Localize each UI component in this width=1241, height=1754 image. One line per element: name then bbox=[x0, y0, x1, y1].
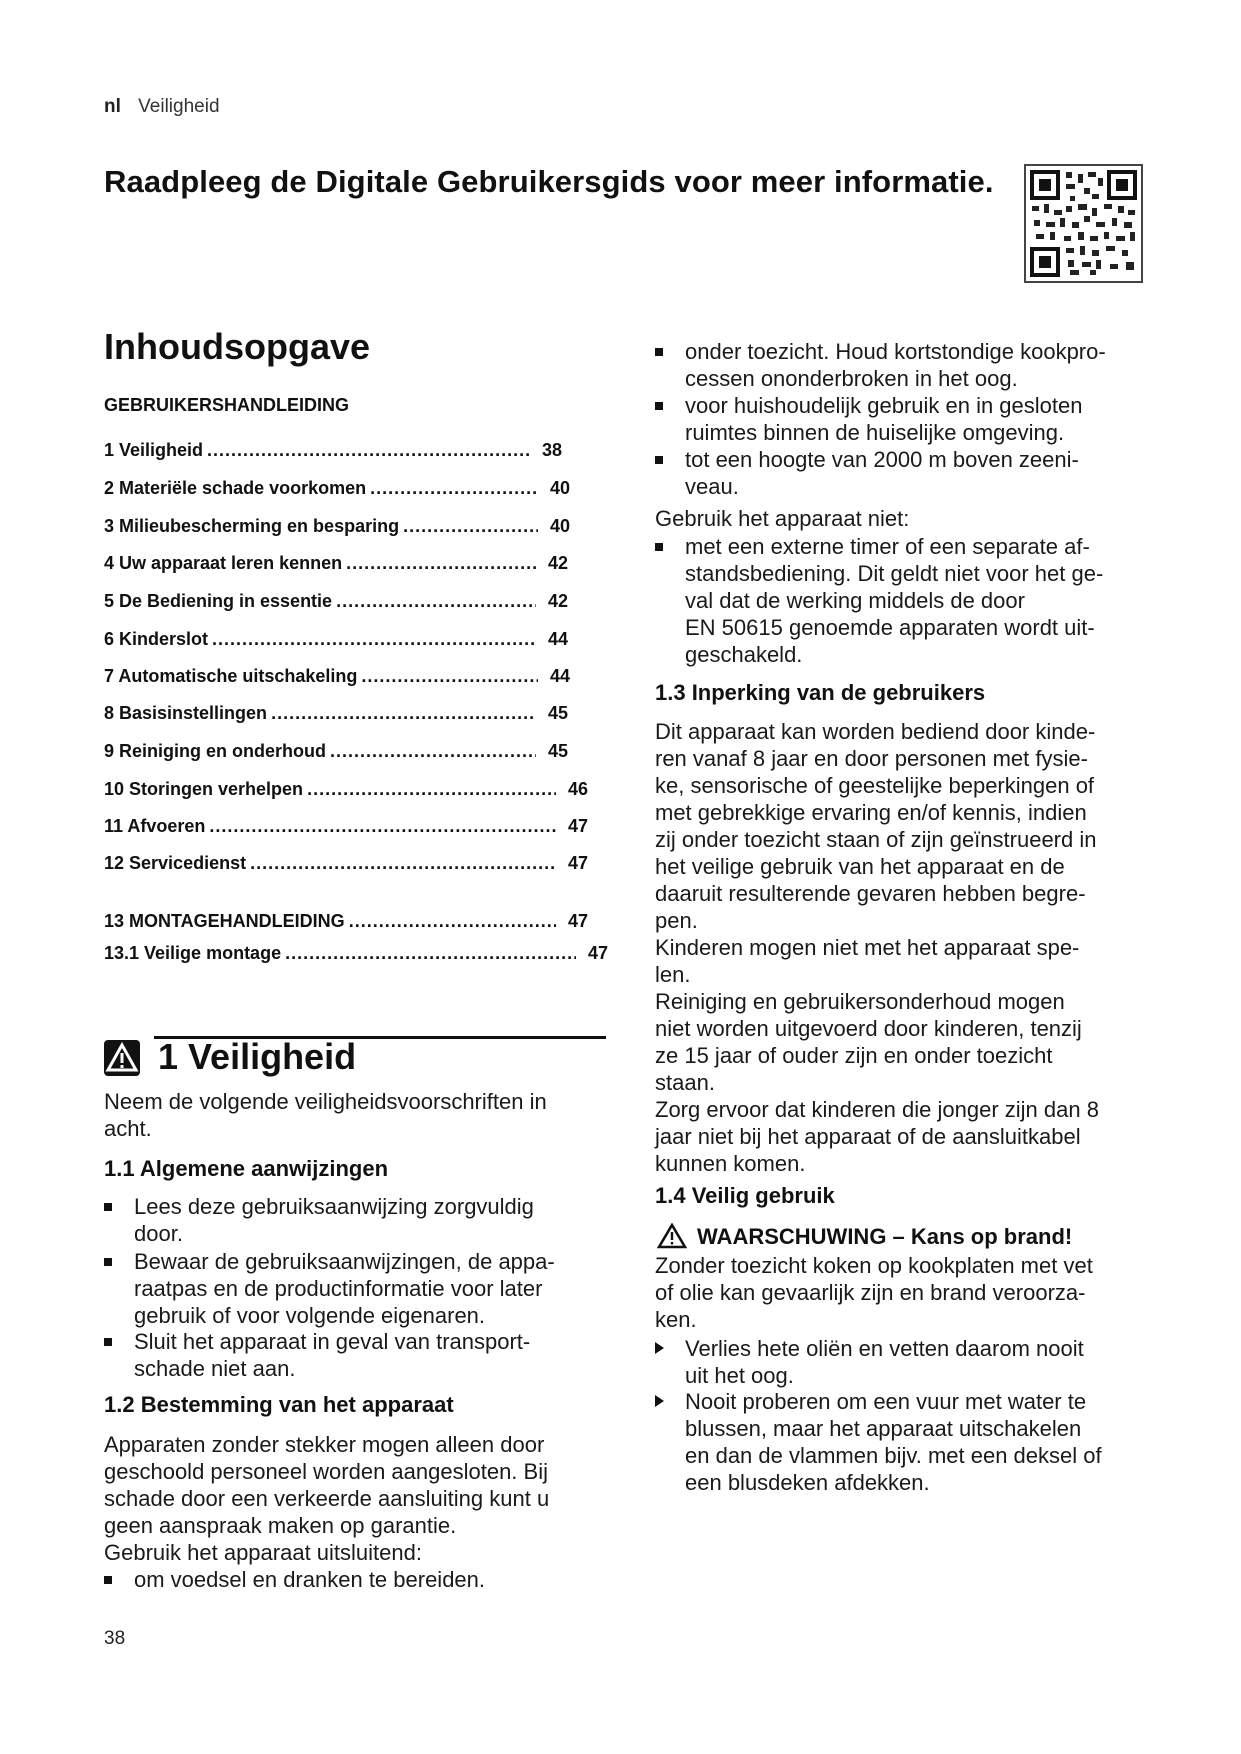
step-item-text bbox=[685, 1335, 1084, 1389]
text-line: veau. bbox=[685, 474, 739, 499]
paragraph bbox=[655, 718, 1099, 1177]
toc-leader bbox=[346, 553, 536, 574]
toc-leader bbox=[209, 816, 556, 837]
step-item-text bbox=[685, 1388, 1102, 1496]
text-line: met gebrekkige ervaring en/of kennis, indien bbox=[655, 800, 1087, 825]
page-number: 38 bbox=[104, 1628, 126, 1649]
paragraph bbox=[104, 1431, 549, 1566]
list-item-text bbox=[134, 1566, 485, 1593]
text-line: voor huishoudelijk gebruik en in gesloten bbox=[685, 393, 1083, 418]
list-item-text bbox=[134, 1193, 534, 1247]
text-line: niet worden uitgevoerd door kinderen, tenzij bbox=[655, 1016, 1082, 1041]
text-line: ren vanaf 8 jaar en door personen met fysie- bbox=[655, 746, 1088, 771]
toc-entry-page: 38 bbox=[541, 440, 562, 460]
toc-entry[interactable] bbox=[104, 440, 562, 461]
paragraph: Gebruik het apparaat niet: bbox=[655, 506, 910, 531]
toc-entry-page: 40 bbox=[549, 516, 570, 536]
toc-entry[interactable] bbox=[104, 816, 588, 837]
toc-entry-label: 6 Kinderslot bbox=[104, 629, 209, 649]
toc-entry-label: 10 Storingen verhelpen bbox=[104, 779, 304, 799]
toc-entry[interactable] bbox=[104, 516, 570, 537]
toc-entry[interactable] bbox=[104, 911, 588, 932]
toc-entry-label: 4 Uw apparaat leren kennen bbox=[104, 553, 343, 573]
text-line: een blusdeken afdekken. bbox=[685, 1470, 930, 1495]
text-line: kunnen komen. bbox=[655, 1151, 806, 1176]
text-line: Reiniging en gebruikersonderhoud mogen bbox=[655, 989, 1065, 1014]
toc-entry-page: 45 bbox=[547, 703, 568, 723]
warning-triangle-icon bbox=[657, 1223, 687, 1254]
toc-entry-page: 44 bbox=[549, 666, 570, 686]
toc-entry-label: 1 Veiligheid bbox=[104, 440, 204, 460]
qr-code-icon[interactable] bbox=[1024, 164, 1143, 283]
text-line: Kinderen mogen niet met het apparaat spe- bbox=[655, 935, 1080, 960]
toc-leader bbox=[330, 741, 536, 762]
paragraph bbox=[655, 1252, 1093, 1333]
toc-entry-page: 45 bbox=[547, 741, 568, 761]
text-line: schade door een verkeerde aansluiting kunt u bbox=[104, 1486, 550, 1511]
text-line: Zorg ervoor dat kinderen die jonger zijn dan 8 bbox=[655, 1097, 1099, 1122]
running-header bbox=[104, 96, 220, 118]
toc-entry-label: 12 Servicedienst bbox=[104, 853, 247, 873]
toc-entry[interactable] bbox=[104, 779, 588, 800]
toc-entry-page: 44 bbox=[547, 629, 568, 649]
subsection-title: 1.2 Bestemming van het apparaat bbox=[104, 1392, 454, 1417]
text-line: ze 15 jaar of ouder zijn en onder toezicht bbox=[655, 1043, 1053, 1068]
bullet-icon bbox=[104, 1576, 112, 1584]
text-line: pen. bbox=[655, 908, 698, 933]
subsection-title: 1.3 Inperking van de gebruikers bbox=[655, 680, 986, 705]
text-line: Bewaar de gebruiksaanwijzingen, de appa- bbox=[134, 1249, 555, 1274]
toc-leader bbox=[250, 853, 556, 874]
toc-entry-label: 5 De Bediening in essentie bbox=[104, 591, 333, 611]
toc-leader bbox=[271, 703, 536, 724]
text-line: len. bbox=[655, 962, 691, 987]
toc-entry[interactable] bbox=[104, 703, 568, 724]
list-item-text bbox=[685, 392, 1082, 446]
text-line: ruimtes binnen de huiselijke omgeving. bbox=[685, 420, 1065, 445]
text-line: geen aanspraak maken op garantie. bbox=[104, 1513, 457, 1538]
step-arrow-icon bbox=[655, 1395, 664, 1407]
text-line: acht. bbox=[104, 1116, 152, 1141]
text-line: geschoold personeel worden aangesloten. Bij bbox=[104, 1459, 548, 1484]
text-line: Dit apparaat kan worden bediend door kinde- bbox=[655, 719, 1096, 744]
toc-leader bbox=[336, 591, 536, 612]
section-intro bbox=[104, 1088, 547, 1142]
text-line: EN 50615 genoemde apparaten wordt uit- bbox=[685, 615, 1095, 640]
text-line: door. bbox=[134, 1221, 183, 1246]
toc-leader bbox=[285, 943, 576, 964]
text-line: staan. bbox=[655, 1070, 715, 1095]
language-code: nl bbox=[104, 96, 121, 117]
qr-code-graphic bbox=[1026, 166, 1141, 281]
toc-entry-page: 47 bbox=[567, 853, 588, 873]
step-arrow-icon bbox=[655, 1342, 664, 1354]
text-line: uit het oog. bbox=[685, 1363, 794, 1388]
warning-title: WAARSCHUWING – Kans op brand! bbox=[697, 1224, 1073, 1249]
toc-entry[interactable] bbox=[104, 629, 568, 650]
text-line: ke, sensorische of geestelijke beperkingen of bbox=[655, 773, 1095, 798]
bullet-icon bbox=[655, 402, 663, 410]
list-item-text bbox=[685, 338, 1106, 392]
toc-entry-label: 3 Milieubescherming en besparing bbox=[104, 516, 400, 536]
text-line: jaar niet bij het apparaat of de aansluitkabel bbox=[655, 1124, 1081, 1149]
text-line: Lees deze gebruiksaanwijzing zorgvuldig bbox=[134, 1194, 534, 1219]
text-line: tot een hoogte van 2000 m boven zeeni- bbox=[685, 447, 1079, 472]
toc-entry-label: 11 Afvoeren bbox=[104, 816, 206, 836]
text-line: om voedsel en dranken te bereiden. bbox=[134, 1567, 486, 1592]
text-line: Zonder toezicht koken op kookplaten met vet bbox=[655, 1253, 1093, 1278]
toc-entry[interactable] bbox=[104, 666, 570, 687]
toc-leader bbox=[307, 779, 556, 800]
digital-guide-title: Raadpleeg de Digitale Gebruikersgids voor meer informatie. bbox=[104, 164, 994, 199]
toc-entry[interactable] bbox=[104, 741, 568, 762]
toc-entry-label: 7 Automatische uitschakeling bbox=[104, 666, 358, 686]
bullet-icon bbox=[655, 543, 663, 551]
toc-title: Inhoudsopgave bbox=[104, 326, 371, 367]
text-line: standsbediening. Dit geldt niet voor het ge- bbox=[685, 561, 1104, 586]
toc-entry-page: 46 bbox=[567, 779, 588, 799]
toc-entry[interactable] bbox=[104, 591, 568, 612]
text-line: onder toezicht. Houd kortstondige kookpro- bbox=[685, 339, 1106, 364]
warning-box-icon bbox=[104, 1040, 140, 1076]
toc-leader bbox=[212, 629, 536, 650]
subsection-title: 1.1 Algemene aanwijzingen bbox=[104, 1156, 389, 1181]
text-line: daaruit resulterende gevaren hebben begre- bbox=[655, 881, 1086, 906]
text-line: blussen, maar het apparaat uitschakelen bbox=[685, 1416, 1082, 1441]
text-line: met een externe timer of een separate af- bbox=[685, 534, 1090, 559]
text-line: gebruik of voor volgende eigenaren. bbox=[134, 1303, 486, 1328]
toc-entry-label: 2 Materiële schade voorkomen bbox=[104, 478, 367, 498]
text-line: ken. bbox=[655, 1307, 697, 1332]
text-line: Sluit het apparaat in geval van transport- bbox=[134, 1329, 531, 1354]
toc-entry-page: 42 bbox=[547, 591, 568, 611]
text-line: raatpas en de productinformatie voor later bbox=[134, 1276, 543, 1301]
list-item-text bbox=[685, 446, 1079, 500]
text-line: het veilige gebruik van het apparaat en de bbox=[655, 854, 1065, 879]
section-title: 1 Veiligheid bbox=[158, 1036, 357, 1077]
toc-entry[interactable] bbox=[104, 943, 608, 964]
list-item-text bbox=[685, 533, 1103, 668]
header-section: Veiligheid bbox=[138, 96, 220, 117]
toc-entry-label: 9 Reiniging en onderhoud bbox=[104, 741, 326, 761]
toc-subtitle: GEBRUIKERSHANDLEIDING bbox=[104, 395, 350, 415]
list-item-text bbox=[134, 1328, 530, 1382]
list-item-text bbox=[134, 1248, 555, 1329]
text-line: zij onder toezicht staan of zijn geïnstrueerd in bbox=[655, 827, 1097, 852]
toc-entry[interactable] bbox=[104, 853, 588, 874]
text-line: en dan de vlammen bijv. met een deksel of bbox=[685, 1443, 1102, 1468]
toc-entry-page: 42 bbox=[547, 553, 568, 573]
toc-entry-page: 47 bbox=[567, 816, 588, 836]
text-line: Neem de volgende veiligheidsvoorschriften in bbox=[104, 1089, 547, 1114]
toc-leader bbox=[207, 440, 530, 461]
toc-leader bbox=[361, 666, 538, 687]
text-line: Verlies hete oliën en vetten daarom nooit bbox=[685, 1336, 1084, 1361]
toc-entry-page: 47 bbox=[587, 943, 608, 963]
toc-entry-label: 13 MONTAGEHANDLEIDING bbox=[104, 911, 345, 931]
toc-entry-label: 8 Basisinstellingen bbox=[104, 703, 268, 723]
bullet-icon bbox=[104, 1338, 112, 1346]
bullet-icon bbox=[655, 456, 663, 464]
toc-entry-page: 47 bbox=[567, 911, 588, 931]
bullet-icon bbox=[104, 1258, 112, 1266]
toc-leader bbox=[403, 516, 538, 537]
text-line: val dat de werking middels de door bbox=[685, 588, 1025, 613]
text-line: Apparaten zonder stekker mogen alleen door bbox=[104, 1432, 545, 1457]
text-line: of olie kan gevaarlijk zijn en brand veroorza- bbox=[655, 1280, 1086, 1305]
toc-leader bbox=[370, 478, 538, 499]
toc-entry[interactable] bbox=[104, 478, 570, 499]
toc-entry-page: 40 bbox=[549, 478, 570, 498]
subsection-title: 1.4 Veilig gebruik bbox=[655, 1183, 835, 1208]
toc-leader bbox=[349, 911, 556, 932]
text-line: Nooit proberen om een vuur met water te bbox=[685, 1389, 1087, 1414]
toc-entry-label: 13.1 Veilige montage bbox=[104, 943, 282, 963]
text-line: Gebruik het apparaat uitsluitend: bbox=[104, 1540, 422, 1565]
bullet-icon bbox=[104, 1203, 112, 1211]
bullet-icon bbox=[655, 348, 663, 356]
text-line: schade niet aan. bbox=[134, 1356, 296, 1381]
text-line: geschakeld. bbox=[685, 642, 803, 667]
toc-entry[interactable] bbox=[104, 553, 568, 574]
text-line: cessen ononderbroken in het oog. bbox=[685, 366, 1018, 391]
